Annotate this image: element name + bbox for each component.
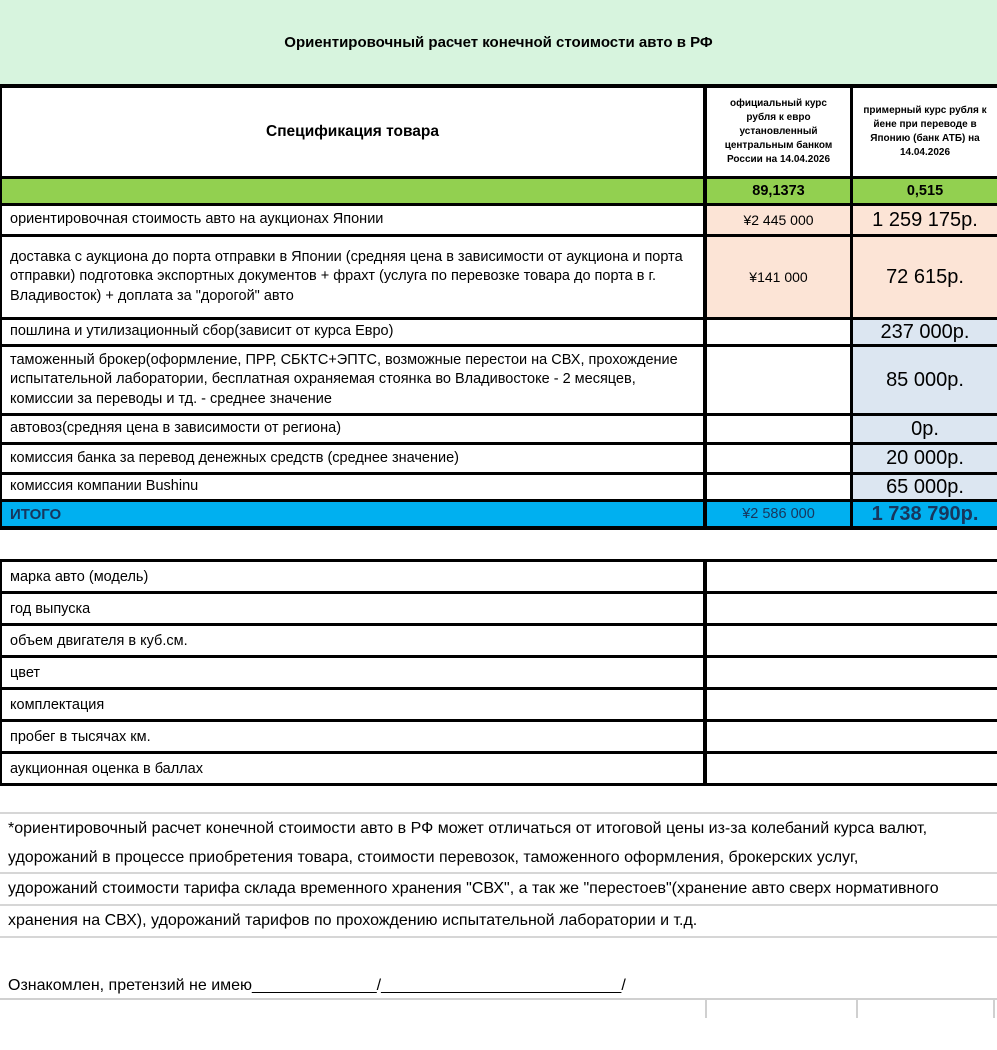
- yen-value-cell: [707, 320, 853, 344]
- cost-row-label: ориентировочная стоимость авто на аукционах Японии: [2, 206, 707, 234]
- spec-row: [2, 626, 997, 658]
- cost-row-label: автовоз(средняя цена в зависимости от региона): [2, 416, 707, 442]
- spec-value-cell[interactable]: [707, 626, 997, 655]
- cost-row-label: комиссия компании Bushinu: [2, 475, 707, 499]
- spec-row-label: цвет: [2, 658, 707, 687]
- rate-row-empty-cell: [2, 179, 707, 203]
- disclaimer-line: удорожаний в процессе приобретения товара, стоимости перевозок, таможенного оформления, брокерских услуг,: [8, 849, 859, 866]
- spec-row: [2, 722, 997, 754]
- vehicle-spec-table: [0, 559, 997, 786]
- cost-row: [2, 416, 997, 445]
- disclaimer-line: хранения на СВХ), удорожаний тарифов по прохождению испытательной лаборатории и т.д.: [0, 906, 997, 938]
- rub-value-cell: 237 000р.: [853, 320, 997, 344]
- disclaimer-line: *ориентировочный расчет конечной стоимости авто в РФ может отличаться от итоговой цены из-за колебаний курса валют,: [8, 820, 928, 837]
- spec-row-label: марка авто (модель): [2, 562, 707, 591]
- cost-row-label: комиссия банка за перевод денежных средств (среднее значение): [2, 445, 707, 472]
- yen-value-cell: [707, 475, 853, 499]
- eur-rate-column-header: официальный курс рубля к евро установленный центральным банком России на 14.04.2026: [707, 88, 853, 176]
- spec-value-cell[interactable]: [707, 690, 997, 719]
- rub-value-cell: 85 000р.: [853, 347, 997, 413]
- yen-value-cell: ¥141 000: [707, 237, 853, 317]
- yen-value-cell: [707, 347, 853, 413]
- spec-row: [2, 594, 997, 626]
- page-title: Ориентировочный расчет конечной стоимости авто в РФ: [284, 33, 713, 51]
- rub-value-cell: 20 000р.: [853, 445, 997, 472]
- gridline-vertical: [856, 1000, 858, 1018]
- bottom-gridlines: [0, 998, 997, 1018]
- signature-line: Ознакомлен, претензий не имею______________/___________________________/: [8, 977, 626, 994]
- spec-value-cell[interactable]: [707, 722, 997, 751]
- disclaimer-note: [0, 812, 997, 938]
- cost-row: [2, 320, 997, 347]
- spec-value-cell[interactable]: [707, 658, 997, 687]
- disclaimer-block: [0, 814, 997, 874]
- title-banner: [0, 0, 997, 84]
- total-rub-value: 1 738 790р.: [853, 502, 997, 526]
- cost-row: [2, 237, 997, 320]
- spec-row: [2, 754, 997, 786]
- yen-value-cell: [707, 416, 853, 442]
- total-yen-value: ¥2 586 000: [707, 502, 853, 526]
- eur-rate-value: 89,1373: [707, 179, 853, 203]
- gridline-vertical: [993, 1000, 995, 1018]
- cost-row-label: пошлина и утилизационный сбор(зависит от курса Евро): [2, 320, 707, 344]
- yen-value-cell: [707, 445, 853, 472]
- jpy-rate-value: 0,515: [853, 179, 997, 203]
- cost-row: [2, 445, 997, 475]
- rub-value-cell: 1 259 175р.: [853, 206, 997, 234]
- spec-row: [2, 562, 997, 594]
- jpy-rate-column-header: примерный курс рубля к йене при переводе в Японию (банк АТБ) на 14.04.2026: [863, 105, 987, 158]
- spec-row-label: комплектация: [2, 690, 707, 719]
- rub-value-cell: 65 000р.: [853, 475, 997, 499]
- spec-column-header: Спецификация товара: [2, 88, 707, 176]
- cost-row: [2, 475, 997, 502]
- total-row: [2, 502, 997, 530]
- cost-row: [2, 206, 997, 237]
- rub-value-cell: 0р.: [853, 416, 997, 442]
- spec-row-label: объем двигателя в куб.см.: [2, 626, 707, 655]
- spec-row-label: год выпуска: [2, 594, 707, 623]
- total-label: ИТОГО: [2, 502, 707, 526]
- rub-value-cell: 72 615р.: [853, 237, 997, 317]
- cost-row-label: таможенный брокер(оформление, ПРР, СБКТС+ЭПТС, возможные перестои на СВХ, прохождение испытательной лаборатории, бесплатная охраняемая стоянка во Владивостоке - 2 месяцев, комиссии за переводы и тд. - среднее значение: [2, 347, 707, 413]
- cost-table-header-row: [2, 88, 997, 179]
- yen-value-cell: ¥2 445 000: [707, 206, 853, 234]
- spec-row-label: пробег в тысячах км.: [2, 722, 707, 751]
- spec-row: [2, 658, 997, 690]
- spec-row-label: аукционная оценка в баллах: [2, 754, 707, 783]
- exchange-rate-row: [2, 179, 997, 206]
- spec-value-cell[interactable]: [707, 594, 997, 623]
- cost-table: [0, 84, 997, 530]
- spec-value-cell[interactable]: [707, 754, 997, 783]
- cost-row: [2, 347, 997, 416]
- disclaimer-line: удорожаний стоимости тарифа склада временного хранения "СВХ", а так же "перестоев"(хранение авто сверх нормативного: [0, 874, 997, 906]
- gridline-vertical: [705, 1000, 707, 1018]
- cost-row-label: доставка с аукциона до порта отправки в Японии (средняя цена в зависимости от аукциона и порта отправки) подготовка экспортных документов + фрахт (услуга по перевозке товара до порта в г. Владивосток) + доплата за "дорогой" авто: [2, 237, 707, 317]
- spec-value-cell[interactable]: [707, 562, 997, 591]
- spec-row: [2, 690, 997, 722]
